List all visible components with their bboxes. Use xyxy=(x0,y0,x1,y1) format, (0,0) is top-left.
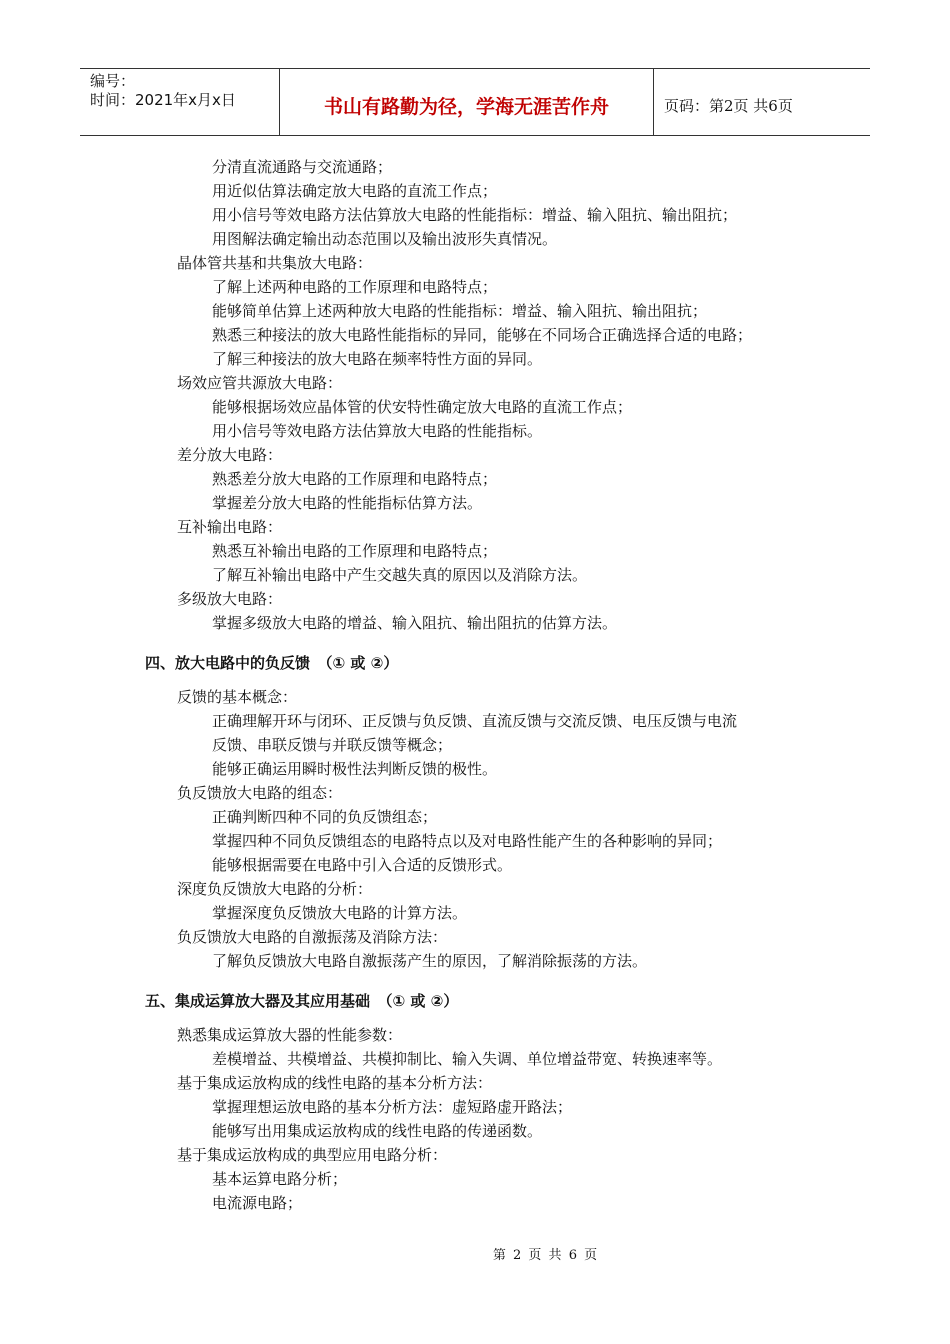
body-line: 反馈、串联反馈与并联反馈等概念； xyxy=(212,736,453,754)
document-body xyxy=(0,155,950,1215)
body-line: 基本运算电路分析； xyxy=(212,1170,348,1188)
body-line: 掌握四种不同负反馈组态的电路特点以及对电路性能产生的各种影响的异同； xyxy=(212,832,723,850)
body-line: 熟悉互补输出电路的工作原理和电路特点； xyxy=(212,542,498,560)
body-line: 能够写出用集成运放构成的线性电路的传递函数。 xyxy=(212,1122,543,1140)
body-line: 能够根据场效应晶体管的伏安特性确定放大电路的直流工作点； xyxy=(212,398,633,416)
body-line: 正确理解开环与闭环、正反馈与负反馈、直流反馈与交流反馈、电压反馈与电流 xyxy=(212,712,738,730)
body-line: 熟悉三种接法的放大电路性能指标的异同，能够在不同场合正确选择合适的电路； xyxy=(212,326,753,344)
header-motto: 书山有路勤为径，学海无涯苦作舟 xyxy=(280,69,654,135)
body-line: 掌握多级放大电路的增益、输入阻抗、输出阻抗的估算方法。 xyxy=(212,614,618,632)
body-line: 电流源电路； xyxy=(212,1194,303,1212)
subheading-line: 多级放大电路： xyxy=(177,590,283,608)
subheading-line: 晶体管共基和共集放大电路： xyxy=(177,254,373,272)
body-line: 了解上述两种电路的工作原理和电路特点； xyxy=(212,278,498,296)
subheading-line: 互补输出电路： xyxy=(177,518,283,536)
page-header xyxy=(80,68,870,136)
body-line: 正确判断四种不同的负反馈组态； xyxy=(212,808,438,826)
document-date: 时间：2021年x月x日 xyxy=(90,91,236,109)
body-line: 了解三种接法的放大电路在频率特性方面的异同。 xyxy=(212,350,543,368)
subheading-line: 反馈的基本概念： xyxy=(177,688,298,706)
subheading-line: 负反馈放大电路的组态： xyxy=(177,784,343,802)
subheading-line: 差分放大电路： xyxy=(177,446,283,464)
body-line: 分清直流通路与交流通路； xyxy=(212,158,393,176)
body-line: 用近似估算法确定放大电路的直流工作点； xyxy=(212,182,498,200)
body-line: 掌握差分放大电路的性能指标估算方法。 xyxy=(212,494,483,512)
subheading-line: 熟悉集成运算放大器的性能参数： xyxy=(177,1026,403,1044)
body-line: 用小信号等效电路方法估算放大电路的性能指标：增益、输入阻抗、输出阻抗； xyxy=(212,206,738,224)
body-line: 能够根据需要在电路中引入合适的反馈形式。 xyxy=(212,856,513,874)
body-line: 能够正确运用瞬时极性法判断反馈的极性。 xyxy=(212,760,498,778)
section-heading: 四、放大电路中的负反馈 （① 或 ②） xyxy=(145,654,399,672)
body-line: 用小信号等效电路方法估算放大电路的性能指标。 xyxy=(212,422,543,440)
body-line: 掌握深度负反馈放大电路的计算方法。 xyxy=(212,904,468,922)
subheading-line: 基于集成运放构成的典型应用电路分析： xyxy=(177,1146,448,1164)
body-line: 了解负反馈放大电路自激振荡产生的原因，了解消除振荡的方法。 xyxy=(212,952,648,970)
body-line: 能够简单估算上述两种放大电路的性能指标：增益、输入阻抗、输出阻抗； xyxy=(212,302,708,320)
page-footer: 第 2 页 共 6 页 xyxy=(492,1248,598,1263)
subheading-line: 场效应管共源放大电路： xyxy=(177,374,343,392)
body-line: 用图解法确定输出动态范围以及输出波形失真情况。 xyxy=(212,230,558,248)
subheading-line: 负反馈放大电路的自激振荡及消除方法： xyxy=(177,928,448,946)
body-line: 掌握理想运放电路的基本分析方法：虚短路虚开路法； xyxy=(212,1098,573,1116)
header-page-info: 页码：第2页 共6页 xyxy=(664,96,793,115)
subheading-line: 深度负反馈放大电路的分析： xyxy=(177,880,373,898)
section-heading: 五、集成运算放大器及其应用基础 （① 或 ②） xyxy=(145,992,459,1010)
body-line: 熟悉差分放大电路的工作原理和电路特点； xyxy=(212,470,498,488)
body-line: 差模增益、共模增益、共模抑制比、输入失调、单位增益带宽、转换速率等。 xyxy=(212,1050,723,1068)
body-line: 了解互补输出电路中产生交越失真的原因以及消除方法。 xyxy=(212,566,588,584)
header-meta xyxy=(80,69,280,135)
document-number-label: 编号： xyxy=(90,72,136,90)
subheading-line: 基于集成运放构成的线性电路的基本分析方法： xyxy=(177,1074,493,1092)
